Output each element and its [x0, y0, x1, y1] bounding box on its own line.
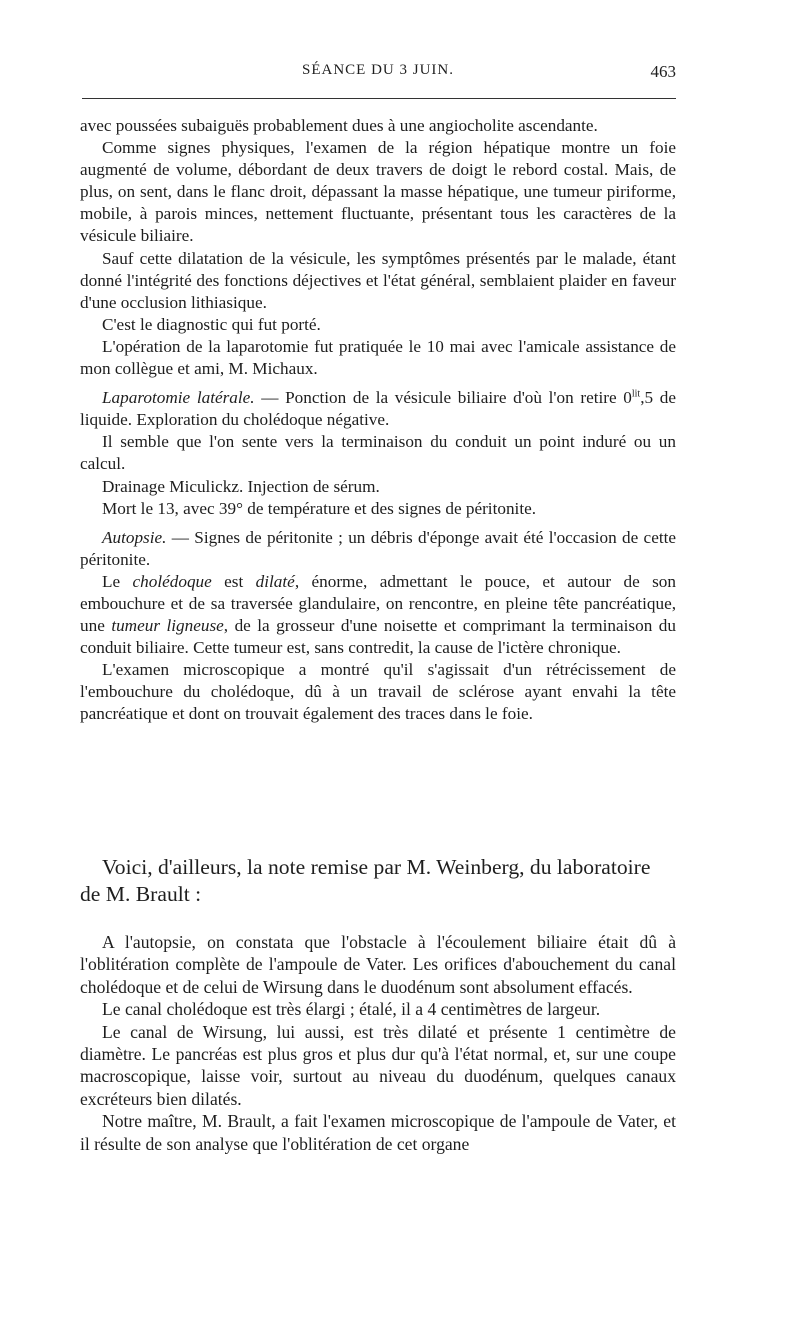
paragraph-laparotomie: Laparotomie latérale. — Ponction de la vésicule biliaire d'où l'on retire $0^{lit},5$ de liquide. Exploration du cholédoque négative. — [80, 388, 676, 430]
paragraph-autopsie: Autopsie. — Signes de péritonite ; un débris d'éponge avait été l'occasion de cette péritonite. — [80, 527, 676, 569]
page-header — [80, 62, 676, 86]
paragraph: L'examen microscopique a montré qu'il s'agissait d'un rétrécissement de l'embouchure du cholédoque, dû à un travail de sclérose ayant envahi la tête pancréatique et dont on trouvait également des traces dans le foie. — [80, 660, 676, 724]
unit-superscript: lit — [631, 388, 641, 400]
paragraph: avec poussées subaiguës probablement dues à une angiocholite ascendante. — [80, 116, 598, 135]
autopsie-label: Autopsie. — [102, 527, 167, 547]
note-introduction — [80, 854, 676, 908]
note-intro-line: de M. Brault : — [80, 882, 202, 906]
laparotomie-label: Laparotomie latérale. — [102, 388, 255, 408]
paragraph: Notre maître, M. Brault, a fait l'examen microscopique de l'ampoule de Vater, et il résulte de son analyse que l'oblitération de cet organe — [80, 1111, 676, 1154]
paragraph: Drainage Miculickz. Injection de sérum. — [102, 476, 380, 496]
paragraph: Mort le 13, avec 39° de température et des signes de péritonite. — [102, 498, 537, 518]
laboratory-note-text — [80, 931, 676, 1155]
note-intro-line: Voici, d'ailleurs, la note remise par M. Weinberg, du laboratoire — [102, 855, 651, 879]
paragraph: Sauf cette dilatation de la vésicule, les symptômes présentés par le malade, étant donné l'intégrité des fonctions déjectives et l'état général, semblaient plaider en faveur d'une occlusion lithiasique. — [80, 248, 676, 312]
paragraph: A l'autopsie, on constata que l'obstacle à l'écoulement biliaire était dû à l'oblitération complète de l'ampoule de Vater. Les orifices d'abouchement du canal cholédoque et de celui de Wirsung dans le duodénum sont absolument effacés. — [80, 932, 676, 997]
header-rule — [82, 98, 676, 99]
page-number: 463 — [650, 62, 676, 81]
paragraph: C'est le diagnostic qui fut porté. — [102, 314, 321, 334]
paragraph: Il semble que l'on sente vers la terminaison du conduit un point induré ou un calcul. — [80, 432, 676, 474]
paragraph: Le canal de Wirsung, lui aussi, est très dilaté et présente 1 centimètre de diamètre. Le pancréas est plus gros et plus dur qu'à l'état normal, et, sur une coupe macroscopique, laisse voir, surtout au niveau du duodénum, quelques canaux excréteurs bien dilatés. — [80, 1021, 676, 1109]
running-head: SÉANCE DU 3 JUIN. — [302, 62, 454, 78]
paragraph: L'opération de la laparotomie fut pratiquée le 10 mai avec l'amicale assistance de mon collègue et ami, M. Michaux. — [80, 336, 676, 379]
paragraph: Comme signes physiques, l'examen de la région hépatique montre un foie augmenté de volume, débordant de deux travers de doigt le rebord costal. Mais, de plus, on sent, dans le flanc droit, dépassant la masse hépatique, une tumeur piriforme, mobile, à parois minces, nettement fluctuante, présentant tous les caractères de la vésicule biliaire. — [80, 138, 676, 246]
case-report-text — [80, 115, 676, 726]
paragraph-choledoque: Le cholédoque est dilaté, énorme, admettant le pouce, et autour de son embouchure et de sa traversée glandulaire, on rencontre, en pleine tête pancréatique, une tumeur ligneuse, de la grosseur d'une noisette et comprimant la terminaison du conduit biliaire. Cette tumeur est, sans contredit, la cause de l'ictère chronique. — [80, 571, 676, 658]
paragraph: Le canal cholédoque est très élargi ; étalé, il a 4 centimètres de largeur. — [102, 999, 601, 1020]
